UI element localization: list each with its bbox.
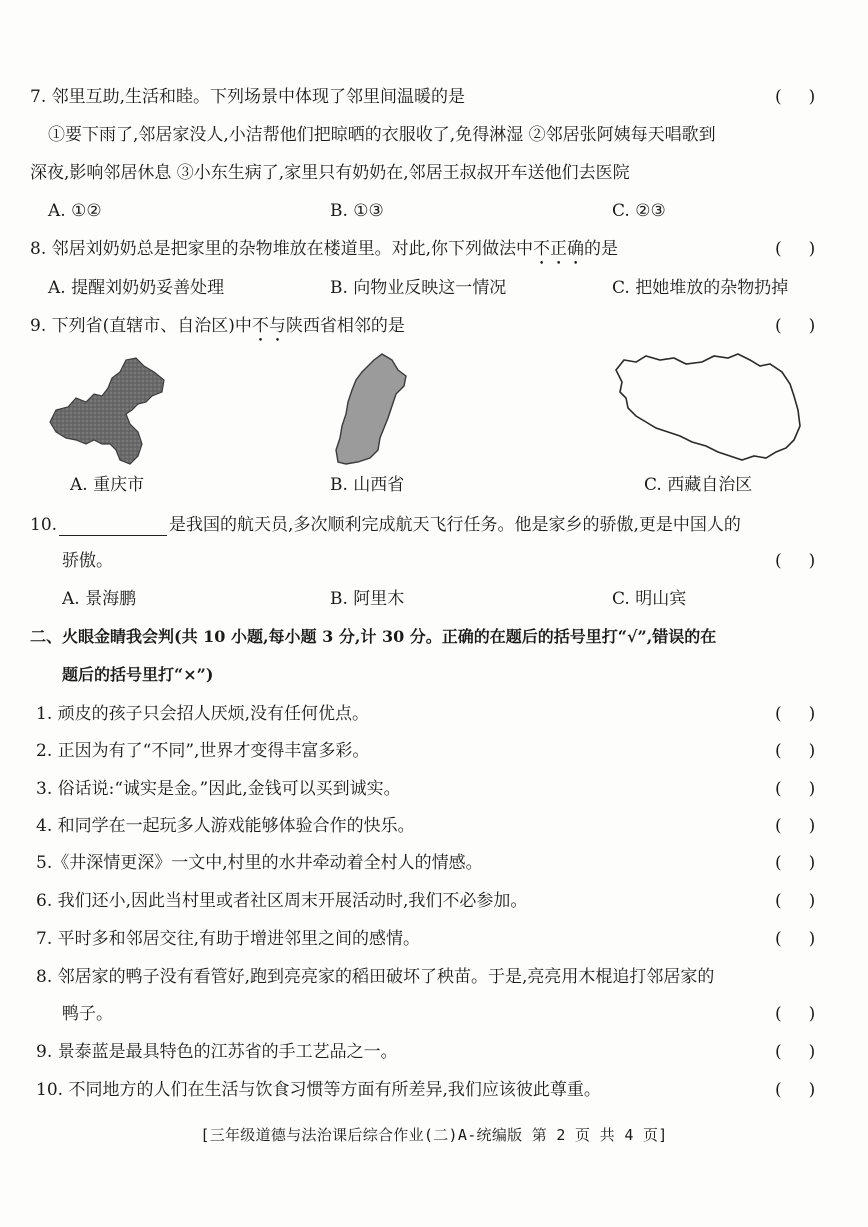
judgment-9-paren[interactable]: ( ) — [775, 1042, 816, 1062]
q9-option-a: A. 重庆市 — [70, 475, 145, 495]
q7-answer-paren[interactable]: ( ) — [775, 87, 816, 107]
judgment-item-8: 8. 邻居家的鸭子没有看管好,跑到亮亮家的稻田破坏了秧苗。于是,亮亮用木棍追打邻居家的 — [36, 967, 715, 987]
q10-option-a: A. 景海鹏 — [62, 589, 137, 609]
q8-option-a: A. 提醒刘奶奶妥善处理 — [48, 278, 225, 298]
q10-stem-line2: 骄傲。 — [62, 551, 113, 571]
section2-heading-line1: 二、火眼金睛我会判(共 10 小题,每小题 3 分,计 30 分。正确的在题后的括号里打“√”,错误的在 — [30, 627, 717, 646]
q8-stem-after: 的是 — [584, 239, 619, 259]
judgment-2-paren[interactable]: ( ) — [775, 741, 816, 761]
judgment-4-paren[interactable]: ( ) — [775, 816, 816, 836]
q8-stem-emphasis: 不正确 — [533, 239, 585, 259]
q10-option-b: B. 阿里木 — [330, 589, 405, 609]
judgment-item-4: 4. 和同学在一起玩多人游戏能够体验合作的快乐。 — [36, 816, 415, 836]
tibet-map-icon — [610, 352, 804, 467]
judgment-5-paren[interactable]: ( ) — [775, 853, 816, 873]
q8-option-b: B. 向物业反映这一情况 — [330, 278, 507, 298]
q10-number: 10. — [30, 515, 58, 535]
judgment-item-10: 10. 不同地方的人们在生活与饮食习惯等方面有所差异,我们应该彼此尊重。 — [36, 1080, 601, 1100]
q7-option-b: B. ①③ — [330, 201, 384, 221]
judgment-item-2: 2. 正因为有了“不同”,世界才变得丰富多彩。 — [36, 741, 370, 761]
q7-scene-line2: 深夜,影响邻居休息 ③小东生病了,家里只有奶奶在,邻居王叔叔开车送他们去医院 — [30, 163, 630, 183]
judgment-6-paren[interactable]: ( ) — [775, 891, 816, 911]
q10-answer-paren[interactable]: ( ) — [775, 551, 816, 571]
q10-stem — [30, 514, 741, 536]
q10-option-c: C. 明山宾 — [612, 589, 687, 609]
judgment-item-9: 9. 景泰蓝是最具特色的江苏省的手工艺品之一。 — [36, 1042, 398, 1062]
judgment-item-7: 7. 平时多和邻居交往,有助于增进邻里之间的感情。 — [36, 929, 421, 949]
judgment-10-paren[interactable]: ( ) — [775, 1080, 816, 1100]
judgment-7-paren[interactable]: ( ) — [775, 929, 816, 949]
chongqing-map-icon — [46, 352, 168, 467]
q9-option-c: C. 西藏自治区 — [644, 475, 753, 495]
q9-option-b: B. 山西省 — [330, 475, 405, 495]
page-footer: [三年级道德与法治课后综合作业(二)A-统编版 第 2 页 共 4 页] — [200, 1126, 668, 1144]
judgment-item-5: 5.《井深情更深》一文中,村里的水井牵动着全村人的情感。 — [36, 853, 483, 873]
q8-answer-paren[interactable]: ( ) — [775, 239, 816, 259]
section2-heading-line2: 题后的括号里打“×”) — [62, 665, 214, 684]
q9-stem-after: 陕西省相邻的是 — [285, 316, 405, 336]
judgment-item-6: 6. 我们还小,因此当村里或者社区周末开展活动时,我们不必参加。 — [36, 891, 528, 911]
q7-option-a: A. ①② — [48, 201, 102, 221]
q8-stem — [30, 238, 618, 269]
q9-stem-before: 9. 下列省(直辖市、自治区)中 — [30, 316, 252, 336]
q7-option-c: C. ②③ — [612, 201, 666, 221]
q7-scene-line1: ①要下雨了,邻居家没人,小洁帮他们把晾晒的衣服收了,免得淋湿 ②邻居张阿姨每天唱歌到 — [48, 125, 716, 145]
judgment-8-paren[interactable]: ( ) — [775, 1004, 816, 1024]
q9-answer-paren[interactable]: ( ) — [775, 316, 816, 336]
q8-stem-before: 8. 邻居刘奶奶总是把家里的杂物堆放在楼道里。对此,你下列做法中 — [30, 239, 534, 259]
q9-stem — [30, 315, 405, 346]
shanxi-map-icon — [330, 352, 410, 467]
q8-option-c: C. 把她堆放的杂物扔掉 — [612, 278, 789, 298]
q10-fill-blank[interactable] — [59, 517, 167, 536]
q9-stem-emphasis: 不与 — [251, 316, 286, 336]
q10-stem-text: 是我国的航天员,多次顺利完成航天飞行任务。他是家乡的骄傲,更是中国人的 — [169, 515, 741, 535]
judgment-3-paren[interactable]: ( ) — [775, 779, 816, 799]
judgment-1-paren[interactable]: ( ) — [775, 704, 816, 724]
judgment-item-1: 1. 顽皮的孩子只会招人厌烦,没有任何优点。 — [36, 704, 370, 724]
judgment-item-8-line2: 鸭子。 — [62, 1004, 113, 1024]
judgment-item-3: 3. 俗话说:“诚实是金。”因此,金钱可以买到诚实。 — [36, 779, 401, 799]
q7-stem: 7. 邻里互助,生活和睦。下列场景中体现了邻里间温暖的是 — [30, 87, 466, 107]
